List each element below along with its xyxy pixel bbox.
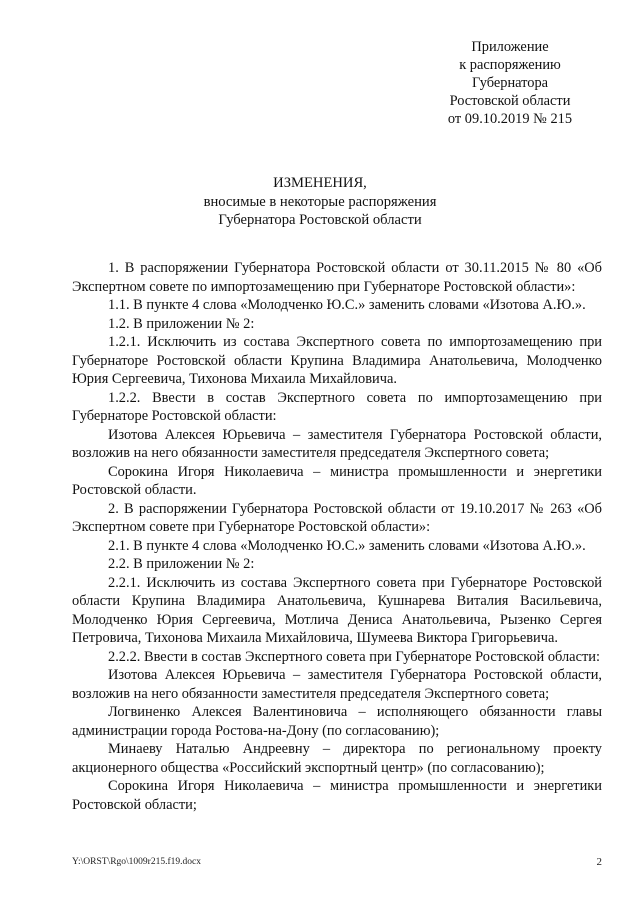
appendix-block [420, 38, 600, 128]
paragraph: 1.2. В приложении № 2: [108, 315, 255, 332]
paragraph: Сорокина Игоря Николаевича – министра промышленности и энергетики Ростовской области; [72, 778, 602, 813]
paragraph: Изотова Алексея Юрьевича – заместителя Губернатора Ростовской области, возложив на него обязанности заместителя председателя Экспертного совета; [72, 426, 602, 461]
appendix-line: от 09.10.2019 № 215 [447, 111, 573, 127]
paragraph: Сорокина Игоря Николаевича – министра промышленности и энергетики Ростовской области. [72, 463, 602, 498]
paragraph: 1.1. В пункте 4 слова «Молодченко Ю.С.» заменить словами «Изотова А.Ю.». [108, 297, 586, 313]
document-body [72, 259, 602, 814]
paragraph: Логвиненко Алексея Валентиновича – исполняющего обязанности главы администрации города Ростова-на-Дону (по согласованию); [72, 704, 602, 739]
heading-subtitle: вносимые в некоторые распоряжения [203, 193, 437, 210]
paragraph: 1.2.1. Исключить из состава Экспертного совета по импортозамещению при Губернаторе Ростовской области Крупина Владимира Анатольевича, Молодченко Юрия Сергеевича, Тихонова Михаила Михайловича. [72, 334, 602, 387]
page-number: 2 [596, 856, 602, 868]
appendix-line: Приложение [471, 39, 549, 55]
appendix-line: к распоряжению [459, 57, 561, 73]
paragraph: 2.2.1. Исключить из состава Экспертного совета при Губернаторе Ростовской области Крупина Владимира Анатольевича, Кушнарева Виталия Васильевича, Молодченко Юрия Сергеевича, Мотлича Дениса Анатольевича, Рызенко Сергея Петровича, Тихонова Михаила Михайловича, Шумеева Виктора Григорьевича. [72, 574, 602, 646]
paragraph: Минаеву Наталью Андреевну – директора по региональному проекту акционерного общества «Российский экспортный центр» (по согласованию); [72, 741, 602, 776]
paragraph: 2.1. В пункте 4 слова «Молодченко Ю.С.» заменить словами «Изотова А.Ю.». [108, 537, 586, 554]
heading-subtitle: Губернатора Ростовской области [218, 212, 422, 228]
paragraph: 1.2.2. Ввести в состав Экспертного совета по импортозамещению при Губернаторе Ростовской области: [72, 389, 602, 424]
paragraph: Изотова Алексея Юрьевича – заместителя Губернатора Ростовской области, возложив на него обязанности заместителя председателя Экспертного совета; [72, 667, 602, 702]
paragraph: 2.2. В приложении № 2: [108, 556, 255, 572]
appendix-line: Ростовской области [449, 93, 571, 109]
file-path: Y:\ORST\Rgo\1009r215.f19.docx [72, 857, 201, 867]
paragraph: 2.2.2. Ввести в состав Экспертного совета при Губернаторе Ростовской области: [108, 648, 600, 665]
appendix-line: Губернатора [471, 75, 549, 91]
heading-title: ИЗМЕНЕНИЯ, [273, 175, 367, 191]
paragraph: 2. В распоряжении Губернатора Ростовской области от 19.10.2017 № 263 «Об Экспертном совете при Губернаторе Ростовской области»: [72, 500, 602, 535]
paragraph: 1. В распоряжении Губернатора Ростовской области от 30.11.2015 № 80 «Об Экспертном совете по импортозамещению при Губернаторе Ростовской области»: [72, 260, 602, 295]
document-heading [0, 174, 640, 230]
